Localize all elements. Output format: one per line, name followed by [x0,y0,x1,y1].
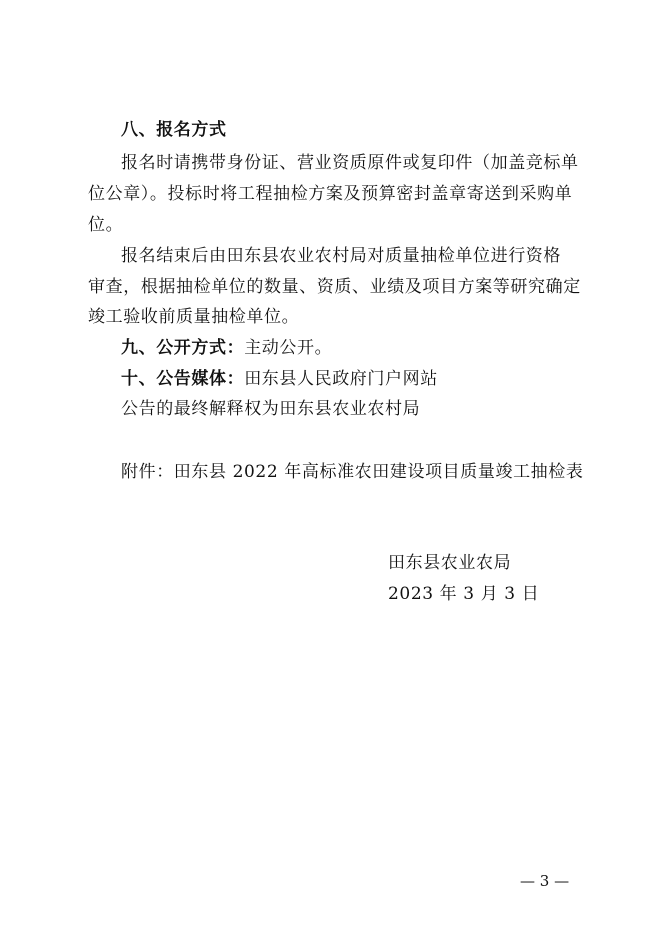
signature-date: 2023 年 3 月 3 日 [388,584,540,604]
section-8-para1-line3: 位。 [88,215,124,235]
attachment-line: 附件：田东县 2022 年高标准农田建设项目质量竣工抽检表 [121,462,584,482]
section-8-heading: 八、报名方式 [121,120,227,140]
signature-org: 田东县农业农局 [388,553,512,573]
section-8-para1-line2: 位公章）。投标时将工程抽检方案及预算密封盖章寄送到采购单 [88,184,573,204]
section-10-label: 十、公告媒体： [121,369,245,389]
section-8-para2-line3: 竣工验收前质量抽检单位。 [88,307,300,327]
section-10-value: 田东县人民政府门户网站 [244,369,438,389]
section-10 [121,369,438,389]
page-number: — 3 — [520,872,570,890]
section-8-para1-line1: 报名时请携带身份证、营业资质原件或复印件（加盖竞标单 [121,153,579,173]
section-8-para2-line1: 报名结束后由田东县农业农村局对质量抽检单位进行资格 [121,246,561,266]
section-8-para2-line2: 审查，根据抽检单位的数量、资质、业绩及项目方案等研究确定 [88,277,581,297]
section-9-value: 主动公开。 [244,338,333,358]
final-note: 公告的最终解释权为田东县农业农村局 [121,399,421,419]
section-9-label: 九、公开方式： [121,338,245,358]
section-9 [121,338,332,358]
